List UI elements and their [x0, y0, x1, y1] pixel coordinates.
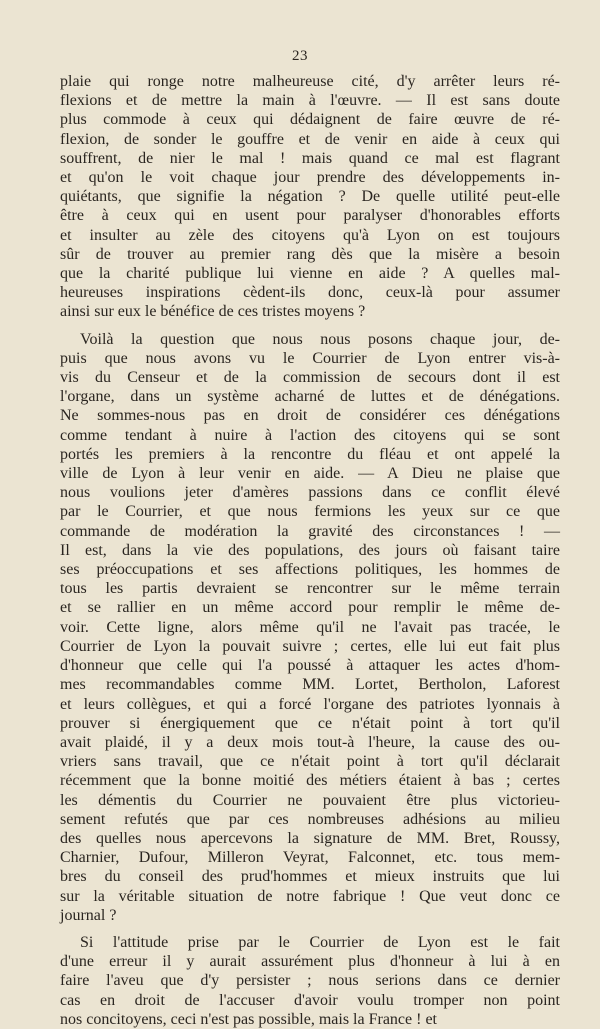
text-line: commande de modération la gravité des circonstances ! — [60, 522, 560, 540]
text-line: faire l'aveu que d'y persister ; nous serions dans ce dernier [60, 972, 560, 990]
paragraph [60, 933, 560, 1029]
text-line: et se rallier en un même accord pour remplir le même de- [60, 599, 560, 617]
text-line: Charnier, Dufour, Milleron Veyrat, Falconnet, etc. tous mem- [60, 849, 560, 867]
text-line: puis que nous avons vu le Courrier de Lyon entrer vis-à- [60, 349, 560, 367]
text-line: Si l'attitude prise par le Courrier de Lyon est le fait [80, 933, 560, 951]
text-line: avait plaidé, il y a deux mois tout-à l'heure, la cause des ou- [60, 733, 560, 751]
text-line: plus commode à ceux qui dédaignent de faire œuvre de ré- [60, 111, 560, 129]
text-line: cas en droit de l'accuser d'avoir voulu tromper non point [60, 991, 560, 1009]
text-line: ville de Lyon à leur venir en aide. — A Dieu ne plaise que [60, 465, 560, 483]
text-line: comme tendant à nuire à l'action des citoyens qui se sont [60, 426, 560, 444]
paragraph [60, 72, 560, 322]
text-line: par le Courrier, et que nous fermions les yeux sur ce que [60, 503, 560, 521]
text-line: tous les partis devraient se rencontrer sur le même terrain [60, 580, 560, 598]
text-line: être à ceux qui en usent pour paralyser d'honorables efforts [60, 207, 560, 225]
text-line: Ne sommes-nous pas en droit de considérer ces dénégations [60, 407, 560, 425]
text-line: prouver si énergiquement que ce n'était point à tort qu'il [60, 714, 560, 732]
text-line: journal ? [60, 906, 117, 924]
text-line: d'une erreur il y aurait assurément plus d'honneur à lui à en [60, 953, 560, 971]
text-line: nous voulions jeter d'amères passions dans ce conflit élevé [60, 484, 560, 502]
text-line: d'honneur que celle qui l'a poussé à attaquer les actes d'hom- [60, 657, 560, 675]
page-number: 23 [292, 48, 308, 64]
text-line: et insulter au zèle des citoyens qu'à Lyon on est toujours [60, 226, 560, 244]
paragraph-gap [60, 925, 560, 933]
text-line: les démentis du Courrier ne pouvaient être plus victorieu- [60, 791, 560, 809]
text-line: vriers sans travail, que ce n'était point à tort qu'il déclarait [60, 753, 560, 771]
text-line: souffrent, de nier le mal ! mais quand ce mal est flagrant [60, 149, 560, 167]
text-line: vis du Censeur et de la commission de secours dont il est [60, 369, 560, 387]
text-line: portés les premiers à la rencontre du fléau et ont appelé la [60, 445, 560, 463]
text-line: voir. Cette ligne, alors même qu'il ne l'avait pas tracée, le [60, 618, 560, 636]
text-line: mes recommandables comme MM. Lortet, Bertholon, Laforest [60, 676, 560, 694]
text-line: bres du conseil des prud'hommes et mieux instruits que lui [60, 868, 560, 886]
paragraph-gap [60, 322, 560, 330]
text-line: ainsi sur eux le bénéfice de ces tristes moyens ? [60, 303, 366, 321]
text-line: Voilà la question que nous nous posons chaque jour, de- [80, 330, 560, 348]
text-line: que la charité publique lui vienne en aide ? A quelles mal- [60, 265, 560, 283]
text-line: flexions et de mettre la main à l'œuvre. — Il est sans doute [60, 92, 560, 110]
body-text [60, 72, 560, 1029]
text-line: et qu'on le voit chaque jour prendre des développements in- [60, 169, 560, 187]
text-line: quiétants, que signifie la négation ? De quelle utilité peut-elle [60, 188, 560, 206]
text-line: Courrier de Lyon la pouvait suivre ; certes, elle lui eut fait plus [60, 637, 560, 655]
text-line: heureuses inspirations cèdent-ils donc, ceux-là pour assumer [60, 284, 560, 302]
text-line: l'organe, dans un système acharné de luttes et de dénégations. [60, 388, 560, 406]
text-line: sur la véritable situation de notre fabrique ! Que veut donc ce [60, 887, 560, 905]
text-line: Il est, dans la vie des populations, des jours où faisant taire [60, 541, 560, 559]
text-line: des quelles nous apercevons la signature de MM. Bret, Roussy, [60, 829, 560, 847]
text-line: récemment que la bonne moitié des métiers étaient à bas ; certes [60, 772, 560, 790]
text-line: et leurs collègues, et qui a forcé l'organe des patriotes lyonnais à [60, 695, 560, 713]
text-line: nos concitoyens, ceci n'est pas possible, mais la France ! et [60, 1010, 437, 1028]
text-line: sement refutés que par ces nombreuses adhésions au milieu [60, 810, 560, 828]
text-line: ses préoccupations et ses affections politiques, les hommes de [60, 561, 560, 579]
text-line: flexion, de sonder le gouffre et de venir en aide à ceux qui [60, 130, 560, 148]
text-line: sûr de trouver au premier rang dès que la misère a besoin [60, 245, 560, 263]
text-line: plaie qui ronge notre malheureuse cité, d'y arrêter leurs ré- [60, 73, 560, 90]
paragraph [60, 330, 560, 925]
